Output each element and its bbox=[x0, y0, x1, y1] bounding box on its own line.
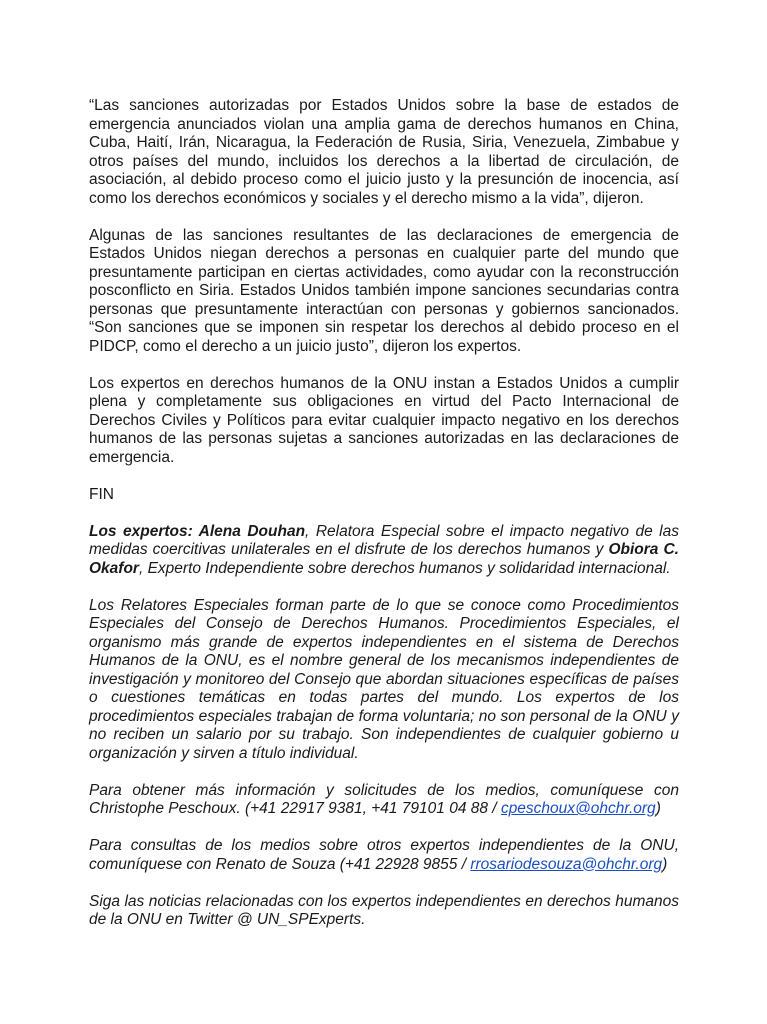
contact-souza-text: Para consultas de los medios sobre otros expertos independientes de la ONU, comuníquese con Renato de Souza (+41 22928 9855 / bbox=[89, 837, 679, 873]
experts-paragraph bbox=[89, 523, 679, 579]
paragraph-instan: Los expertos en derechos humanos de la ONU instan a Estados Unidos a cumplir plena y completamente sus obligaciones en virtud del Pacto Internacional de Derechos Civiles y Políticos para evitar cualquier impacto negativo en los derechos humanos de las personas sujetas a sanciones autorizadas en las declaraciones de emergencia. bbox=[89, 374, 679, 466]
email-link-peschoux[interactable]: cpeschoux@ohchr.org bbox=[500, 800, 656, 817]
experts-text-1: , Relatora Especial sobre el impacto negativo de las medidas coercitivas unilaterales en el disfrute de los derechos humanos y bbox=[89, 522, 679, 558]
experts-lead: Los expertos: Alena Douhan bbox=[89, 522, 306, 540]
relatores-paragraph: Los Relatores Especiales forman parte de lo que se conoce como Procedimientos Especiales del Consejo de Derechos Humanos. Procedimientos Especiales, el organismo más grande de expertos independientes en el sistema de Derechos Humanos de la ONU, es el nombre general de los mecanismos independientes de investigación y monitoreo del Consejo que abordan situaciones específicas de países o cuestiones temáticas en todas partes del mundo. Los expertos de los procedimientos especiales trabajan de forma voluntaria; no son personal de la ONU y no reciben un salario por su trabajo. Son independientes de cualquier gobierno u organización y sirven a título individual. bbox=[89, 596, 679, 762]
contact-peschoux-text: Para obtener más información y solicitudes de los medios, comuníquese con Christophe Peschoux. (+41 22917 9381, +41 79101 04 88 / bbox=[89, 781, 679, 817]
contact-peschoux-close: ) bbox=[655, 800, 661, 817]
contact-souza-close: ) bbox=[662, 855, 668, 873]
paragraph-declaraciones: Algunas de las sanciones resultantes de las declaraciones de emergencia de Estados Unidos niegan derechos a personas en cualquier parte del mundo que presuntamente participan en ciertas actividades, como ayudar con la reconstrucción posconflicto en Siria. Estados Unidos también impone sanciones secundarias contra personas que presuntamente interactúan con personas y gobiernos sancionados. “Son sanciones que se imponen sin respetar los derechos al debido proceso en el PIDCP, como el derecho a un juicio justo”, dijeron los expertos. bbox=[89, 226, 679, 355]
contact-peschoux bbox=[89, 782, 679, 819]
experts-text-2: , Experto Independiente sobre derechos humanos y solidaridad internacional. bbox=[138, 559, 671, 577]
twitter-paragraph: Siga las noticias relacionadas con los expertos independientes en derechos humanos de la ONU en Twitter @ UN_SPExperts. bbox=[89, 892, 679, 928]
experts-name-2: Obiora C. Okafor bbox=[89, 541, 679, 577]
email-link-souza[interactable]: rrosariodesouza@ohchr.org bbox=[470, 855, 663, 873]
paragraph-sanciones-quote: “Las sanciones autorizadas por Estados Unidos sobre la base de estados de emergencia anunciados violan una amplia gama de derechos humanos en China, Cuba, Haití, Irán, Nicaragua, la Federación de Rusia, Siria, Venezuela, Zimbabue y otros países del mundo, incluidos los derechos a la libertad de circulación, de asociación, al debido proceso como el juicio justo y la presunción de inocencia, así como los derechos económicos y sociales y el derecho mismo a la vida”, dijeron. bbox=[89, 97, 679, 207]
contact-souza bbox=[89, 837, 679, 874]
fin-marker: FIN bbox=[89, 485, 114, 503]
